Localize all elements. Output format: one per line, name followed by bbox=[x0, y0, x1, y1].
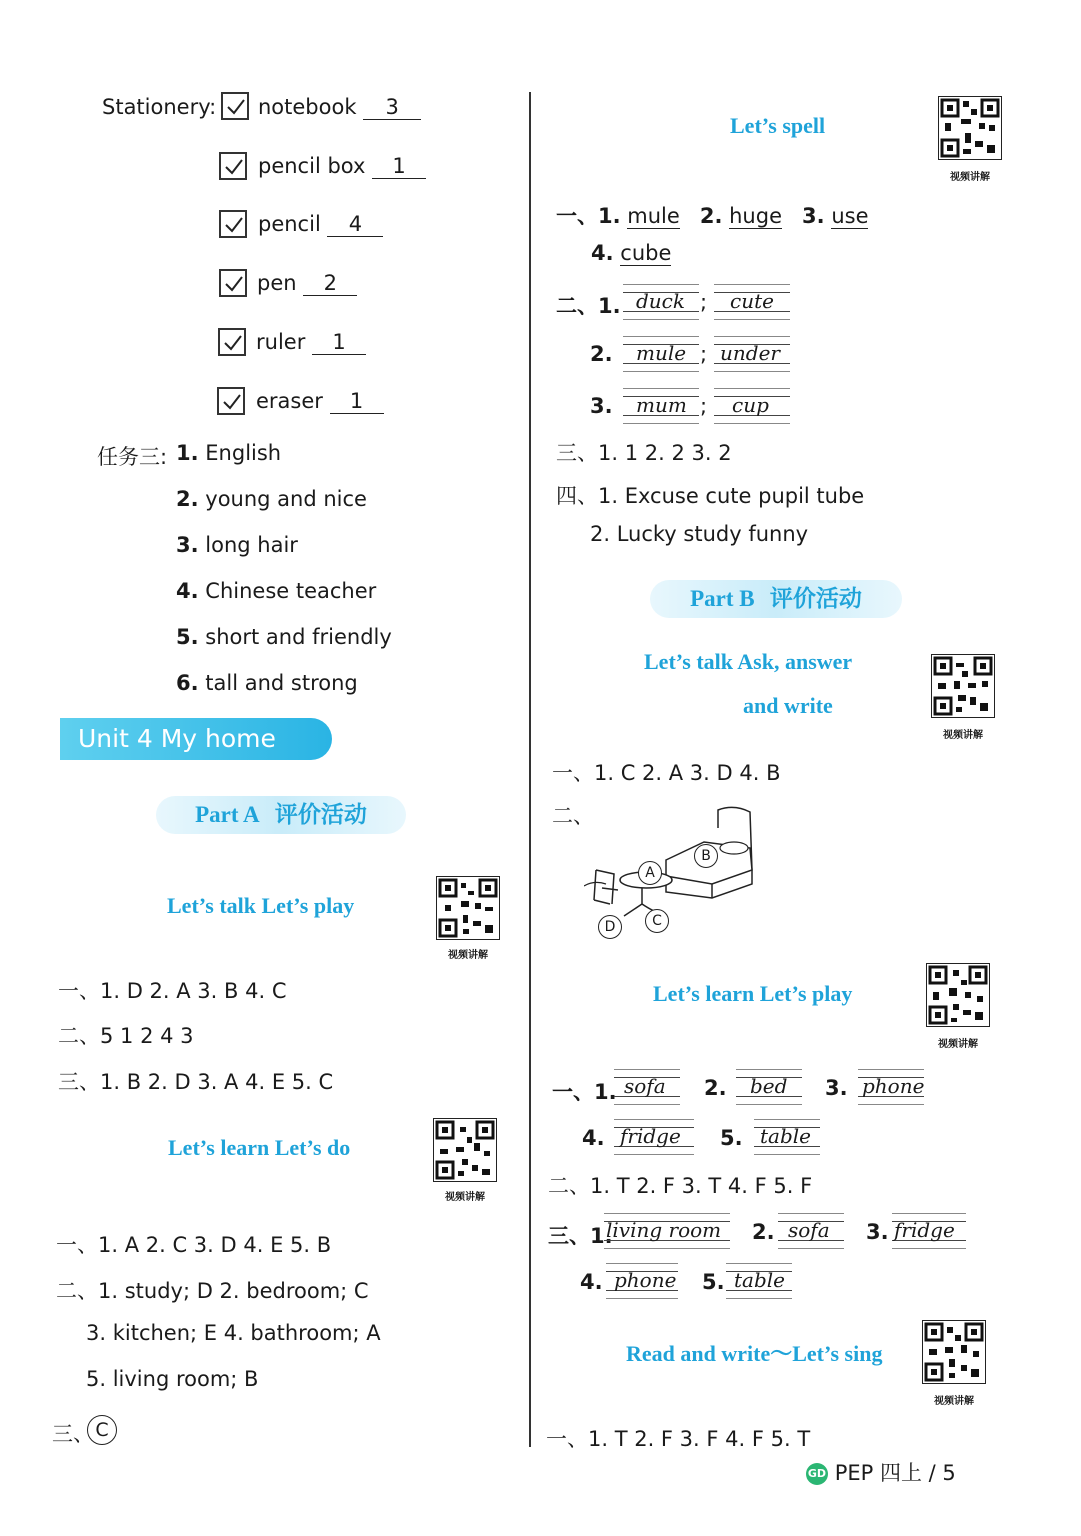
learn-word: bed bbox=[750, 1074, 788, 1098]
task3-label: 任务三: bbox=[97, 445, 168, 469]
part-a-talk-q3: 三、1. B 2. D 3. A 4. E 5. C bbox=[58, 1070, 334, 1094]
qr-caption: 视频讲解 bbox=[950, 172, 990, 183]
part-a-talk-q2: 二、5 1 2 4 3 bbox=[58, 1024, 194, 1048]
qr-caption: 视频讲解 bbox=[448, 950, 488, 961]
spell-q1: 一、1. mule 2. huge 3. use bbox=[556, 204, 869, 228]
stationery-item: ruler 1 bbox=[256, 330, 366, 355]
check-icon bbox=[219, 210, 247, 238]
learn-num: 2. bbox=[704, 1076, 727, 1100]
learn-word: fridge bbox=[894, 1218, 955, 1242]
check-icon bbox=[221, 92, 249, 120]
column-divider bbox=[529, 92, 531, 1447]
part-a-learn-q2a: 二、1. study; D 2. bedroom; C bbox=[56, 1279, 369, 1303]
learn-word: sofa bbox=[624, 1074, 666, 1098]
part-b-learn-q1-label: 一、1. bbox=[552, 1080, 617, 1104]
stationery-item: notebook 3 bbox=[258, 95, 421, 120]
spell-q4b: 2. Lucky study funny bbox=[590, 522, 809, 546]
part-b-learn-q3-label: 三、1. bbox=[548, 1224, 613, 1248]
stationery-item: pencil box 1 bbox=[258, 154, 426, 179]
learn-word: living room bbox=[606, 1218, 722, 1242]
spell-q4a: 四、1. Excuse cute pupil tube bbox=[556, 484, 865, 508]
part-b-talk-q2: 二、 bbox=[552, 804, 594, 828]
task3-item: 3. long hair bbox=[176, 533, 298, 557]
check-icon bbox=[219, 152, 247, 180]
semicolon: ; bbox=[700, 290, 708, 314]
qr-caption: 视频讲解 bbox=[934, 1396, 974, 1407]
stationery-item: pencil 4 bbox=[258, 212, 383, 237]
spell-q2-word: mum bbox=[636, 393, 687, 417]
learn-word: phone bbox=[862, 1074, 925, 1098]
qr-code-icon[interactable] bbox=[436, 876, 500, 940]
part-b-talk-heading-2: and write bbox=[743, 693, 833, 718]
stationery-item: pen 2 bbox=[257, 271, 357, 296]
spell-q2-word: mule bbox=[636, 341, 687, 365]
part-a-learn-q3-answer: C bbox=[87, 1415, 117, 1445]
task3-item: 6. tall and strong bbox=[176, 671, 358, 695]
learn-num: 2. bbox=[752, 1220, 775, 1244]
footer-text: PEP 四上 / 5 bbox=[834, 1461, 956, 1485]
qr-caption: 视频讲解 bbox=[938, 1039, 978, 1050]
task3-item: 1. English bbox=[176, 441, 282, 465]
pic-label-d: D bbox=[598, 915, 622, 939]
spell-q3: 三、1. 1 2. 2 3. 2 bbox=[556, 441, 732, 465]
spell-q2-word: cup bbox=[732, 393, 769, 417]
semicolon: ; bbox=[700, 394, 708, 418]
learn-word: fridge bbox=[620, 1124, 681, 1148]
learn-num: 3. bbox=[825, 1076, 848, 1100]
learn-num: 5. bbox=[702, 1270, 725, 1294]
pic-label-a: A bbox=[638, 861, 662, 885]
qr-code-icon[interactable] bbox=[433, 1118, 497, 1182]
part-b-learn-q2: 二、1. T 2. F 3. T 4. F 5. F bbox=[548, 1174, 813, 1198]
pic-label-b: B bbox=[694, 844, 718, 868]
task3-item: 5. short and friendly bbox=[176, 625, 392, 649]
check-icon bbox=[219, 269, 247, 297]
part-b-talk-heading: Let’s talk Ask, answer bbox=[644, 649, 853, 674]
learn-num: 5. bbox=[720, 1126, 743, 1150]
qr-caption: 视频讲解 bbox=[943, 730, 983, 741]
part-a-title: Part A 评价活动 bbox=[156, 796, 406, 834]
part-b-title: Part B 评价活动 bbox=[650, 580, 902, 618]
read-write-heading: Read and write～Let’s sing bbox=[626, 1341, 883, 1366]
learn-word: sofa bbox=[788, 1218, 830, 1242]
pic-label-c: C bbox=[645, 909, 669, 933]
learn-num: 3. bbox=[866, 1220, 889, 1244]
learn-word: phone bbox=[614, 1268, 677, 1292]
part-a-learn-heading: Let’s learn Let’s do bbox=[168, 1135, 351, 1160]
learn-num: 4. bbox=[580, 1270, 603, 1294]
stationery-item: eraser 1 bbox=[256, 389, 384, 414]
qr-code-icon[interactable] bbox=[926, 963, 990, 1027]
publisher-logo-icon: GD bbox=[806, 1463, 828, 1485]
stationery-label: Stationery: bbox=[102, 95, 217, 119]
learn-word: table bbox=[734, 1268, 785, 1292]
learn-word: table bbox=[760, 1124, 811, 1148]
part-a-learn-q2c: 5. living room; B bbox=[86, 1367, 259, 1391]
check-icon bbox=[218, 328, 246, 356]
part-a-learn-q2b: 3. kitchen; E 4. bathroom; A bbox=[86, 1321, 381, 1345]
qr-code-icon[interactable] bbox=[938, 96, 1002, 160]
spell-heading: Let’s spell bbox=[730, 113, 826, 138]
task3-item: 4. Chinese teacher bbox=[176, 579, 377, 603]
spell-q1-4: 4. cube bbox=[591, 241, 672, 265]
part-a-learn-q1: 一、1. A 2. C 3. D 4. E 5. B bbox=[56, 1233, 332, 1257]
part-b-learn-heading: Let’s learn Let’s play bbox=[653, 981, 853, 1006]
spell-q2-num: 2. bbox=[590, 342, 613, 366]
task3-item: 2. young and nice bbox=[176, 487, 367, 511]
unit-banner: Unit 4 My home bbox=[60, 718, 332, 760]
spell-q2-word: duck bbox=[636, 289, 686, 313]
semicolon: ; bbox=[700, 342, 708, 366]
part-a-talk-q1: 一、1. D 2. A 3. B 4. C bbox=[58, 979, 287, 1003]
qr-code-icon[interactable] bbox=[922, 1320, 986, 1384]
page-footer bbox=[806, 1457, 956, 1487]
spell-q2-word: under bbox=[720, 341, 780, 365]
check-icon bbox=[217, 387, 245, 415]
part-a-learn-q3: 三、 bbox=[52, 1422, 94, 1446]
read-write-q1: 一、1. T 2. F 3. F 4. F 5. T bbox=[546, 1427, 811, 1451]
spell-q2-label: 二、1. bbox=[556, 294, 621, 318]
qr-caption: 视频讲解 bbox=[445, 1192, 485, 1203]
part-b-talk-q1: 一、1. C 2. A 3. D 4. B bbox=[552, 761, 781, 785]
learn-num: 4. bbox=[582, 1126, 605, 1150]
spell-q2-word: cute bbox=[730, 289, 774, 313]
qr-code-icon[interactable] bbox=[931, 654, 995, 718]
part-a-talk-heading: Let’s talk Let’s play bbox=[167, 893, 355, 918]
spell-q2-num: 3. bbox=[590, 394, 613, 418]
